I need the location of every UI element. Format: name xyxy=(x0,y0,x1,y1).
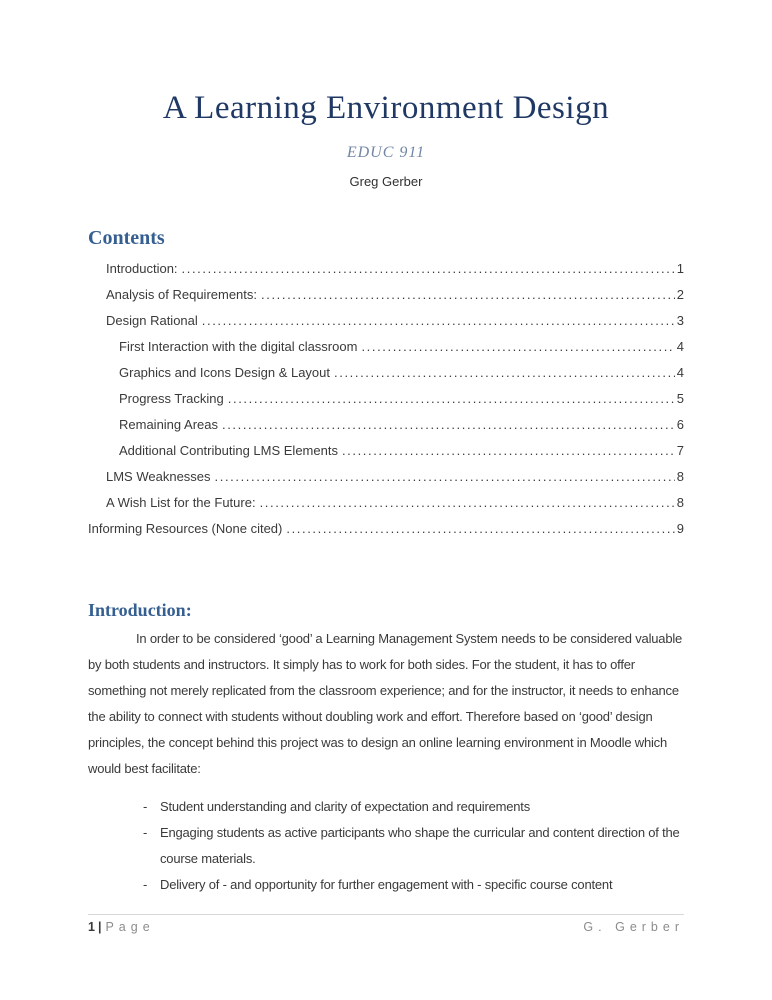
footer-page-label: Page xyxy=(105,920,155,934)
bullet-item xyxy=(143,820,684,872)
toc-entry-label: Progress Tracking xyxy=(119,391,224,406)
toc-dot-leader xyxy=(228,386,675,412)
bullet-text: Student understanding and clarity of expectation and requirements xyxy=(160,799,531,814)
toc-entry-label: Additional Contributing LMS Elements xyxy=(119,443,338,458)
content-column xyxy=(88,227,684,898)
toc-dot-leader xyxy=(182,256,675,282)
toc-page-number: 4 xyxy=(676,365,684,380)
toc-dot-leader xyxy=(361,334,674,360)
toc-entry-graphics-and-icons[interactable] xyxy=(88,360,684,386)
bullet-text: Engaging students as active participants who shape the curricular and content direction of the course materials. xyxy=(160,825,680,866)
toc-entry-label: Analysis of Requirements: xyxy=(106,287,258,302)
toc-entry-wish-list[interactable] xyxy=(88,490,684,516)
toc-page-number: 8 xyxy=(676,495,684,510)
toc-heading: Contents xyxy=(88,227,165,249)
toc-dot-leader xyxy=(260,490,675,516)
bullet-item xyxy=(143,794,684,820)
toc-page-number: 5 xyxy=(676,391,684,406)
footer-separator: | xyxy=(97,920,102,934)
bullet-text: Delivery of - and opportunity for further engagement with - specific course content xyxy=(160,877,613,892)
toc-entry-label: LMS Weaknesses xyxy=(106,469,211,484)
toc-page-number: 6 xyxy=(676,417,684,432)
toc-page-number: 3 xyxy=(676,313,684,328)
bullet-marker: - xyxy=(143,877,148,892)
bullet-list xyxy=(88,794,684,898)
toc-entry-progress-tracking[interactable] xyxy=(88,386,684,412)
footer-page-info xyxy=(88,920,155,934)
table-of-contents xyxy=(88,256,684,542)
toc-entry-label: Graphics and Icons Design & Layout xyxy=(119,365,331,380)
toc-entry-design-rational[interactable] xyxy=(88,308,684,334)
toc-entry-introduction[interactable] xyxy=(88,256,684,282)
footer-divider xyxy=(88,914,684,915)
toc-dot-leader xyxy=(222,412,675,438)
toc-entry-informing-resources[interactable] xyxy=(88,516,684,542)
toc-page-number: 4 xyxy=(676,339,684,354)
toc-dot-leader xyxy=(286,516,674,542)
footer-page-number: 1 xyxy=(88,920,95,934)
toc-dot-leader xyxy=(342,438,675,464)
toc-entry-first-interaction[interactable] xyxy=(88,334,684,360)
page-footer xyxy=(88,920,684,934)
toc-dot-leader xyxy=(202,308,675,334)
bullet-marker: - xyxy=(143,799,148,814)
toc-page-number: 9 xyxy=(676,521,684,536)
toc-page-number: 8 xyxy=(676,469,684,484)
toc-page-number: 2 xyxy=(676,287,684,302)
section-heading-introduction: Introduction: xyxy=(88,600,192,620)
toc-page-number: 7 xyxy=(676,443,684,458)
toc-entry-remaining-areas[interactable] xyxy=(88,412,684,438)
toc-entry-label: Remaining Areas xyxy=(119,417,218,432)
toc-dot-leader xyxy=(215,464,675,490)
bullet-item xyxy=(143,872,684,898)
intro-paragraph: In order to be considered ‘good’ a Learning Management System needs to be considered valuable by both students and instructors. It simply has to work for both sides. For the student, it has to offer something not merely replicated from the classroom experience; and for the instructor, it needs to enhance the ability to connect with students without doubling work and effort. Therefore based on ‘good’ design principles, the concept behind this project was to design an online learning environment in Moodle which would best facilitate: xyxy=(88,631,683,776)
toc-entry-label: First Interaction with the digital classroom xyxy=(119,339,358,354)
author-name: Greg Gerber xyxy=(349,174,423,189)
toc-dot-leader xyxy=(261,282,675,308)
toc-entry-analysis-of-requirements[interactable] xyxy=(88,282,684,308)
bullet-marker: - xyxy=(143,825,148,840)
course-code: EDUC 911 xyxy=(346,144,426,161)
toc-entry-label: Informing Resources (None cited) xyxy=(88,521,283,536)
toc-entry-label: Introduction: xyxy=(106,261,178,276)
toc-entry-lms-weaknesses[interactable] xyxy=(88,464,684,490)
toc-entry-label: A Wish List for the Future: xyxy=(106,495,256,510)
document-title: A Learning Environment Design xyxy=(162,90,610,126)
toc-entry-label: Design Rational xyxy=(106,313,198,328)
toc-entry-additional-lms-elements[interactable] xyxy=(88,438,684,464)
toc-page-number: 1 xyxy=(676,261,684,276)
footer-author: G. Gerber xyxy=(583,920,684,934)
toc-dot-leader xyxy=(334,360,675,386)
